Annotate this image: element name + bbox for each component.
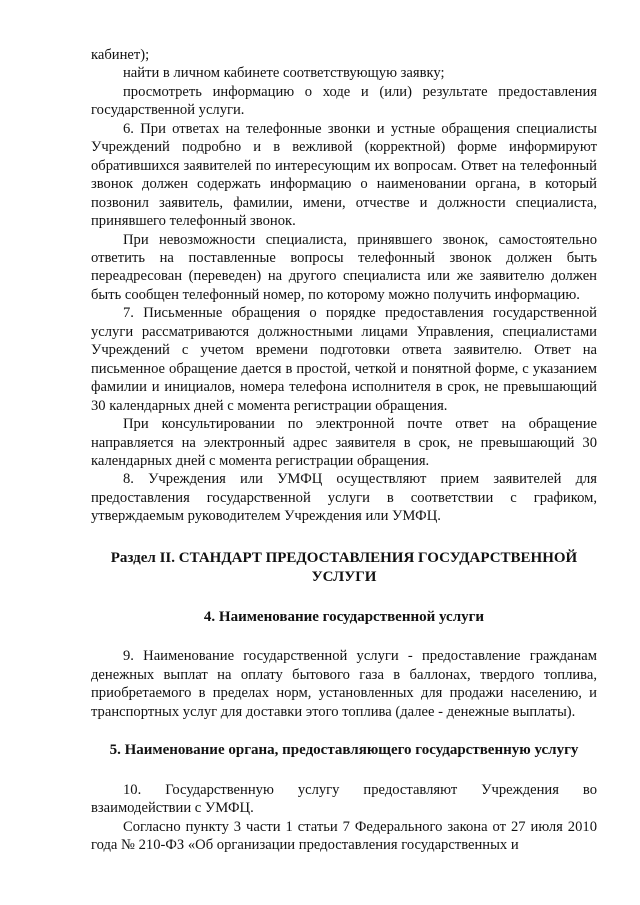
document-page [91, 46, 597, 854]
paragraph-federal-law: Согласно пункту 3 части 1 статьи 7 Федерального закона от 27 июля 2010 года № 210-ФЗ «Об организации предоставления государственных и [91, 818, 597, 853]
paragraph-find-request: найти в личном кабинете соответствующую заявку; [123, 65, 445, 82]
paragraph-cabinet-end: кабинет); [91, 47, 150, 63]
paragraph-7-written-requests: 7. Письменные обращения о порядке предоставления государственной услуги рассматриваются должностными лицами Управления, специалистами Учреждений с учетом времени подготовки ответа заявителю. Ответ на письменное обращение дается в простой, четкой и понятной форме, с указанием фамилии и инициалов, номера телефона исполнителя в срок, не превышающий 30 календарных дней с момента регистрации обращения. [91, 305, 597, 414]
paragraph-call-redirect: При невозможности специалиста, принявшего звонок, самостоятельно ответить на поставленные вопросы телефонный звонок должен быть переадресован (переведен) на другого специалиста или же заявителю должен быть сообщен телефонный номер, по которому можно получить информацию. [91, 231, 597, 303]
paragraph-10-providers: 10. Государственную услугу предоставляют Учреждения во взаимодействии с УМФЦ. [91, 781, 597, 817]
paragraph-6-phone-calls: 6. При ответах на телефонные звонки и устные обращения специалисты Учреждений подробно и в вежливой (корректной) форме информируют обратившихся заявителей по интересующим их вопросам. Ответ на телефонный звонок должен содержать информацию о наименовании органа, в который позвонил заявитель, фамилии, имени, отчестве и должности специалиста, принявшего телефонный звонок. [91, 120, 597, 230]
subsection-5-heading: 5. Наименование органа, предоставляющего государственную услугу [109, 742, 579, 759]
section-2-heading: Раздел II. СТАНДАРТ ПРЕДОСТАВЛЕНИЯ ГОСУДАРСТВЕННОЙ УСЛУГИ [110, 549, 578, 586]
paragraph-8-reception: 8. Учреждения или УМФЦ осуществляют прием заявителей для предоставления государственной услуги в соответствии с графиком, утверждаемым руководителем Учреждения или УМФЦ. [91, 471, 597, 525]
subsection-4-heading: 4. Наименование государственной услуги [203, 608, 485, 625]
paragraph-email-consulting: При консультировании по электронной почте ответ на обращение направляется на электронный адрес заявителя в срок, не превышающий 30 календарных дней с момента регистрации обращения. [91, 416, 597, 469]
paragraph-9-service-name: 9. Наименование государственной услуги - предоставление гражданам денежных выплат на оплату бытового газа в баллонах, твердого топлива, приобретаемого в пределах норм, установленных для продажи населению, и транспортных услуг для доставки этого топлива (далее - денежные выплаты). [91, 648, 597, 720]
paragraph-view-progress: просмотреть информацию о ходе и (или) результате предоставления государственной услуги. [91, 83, 597, 119]
